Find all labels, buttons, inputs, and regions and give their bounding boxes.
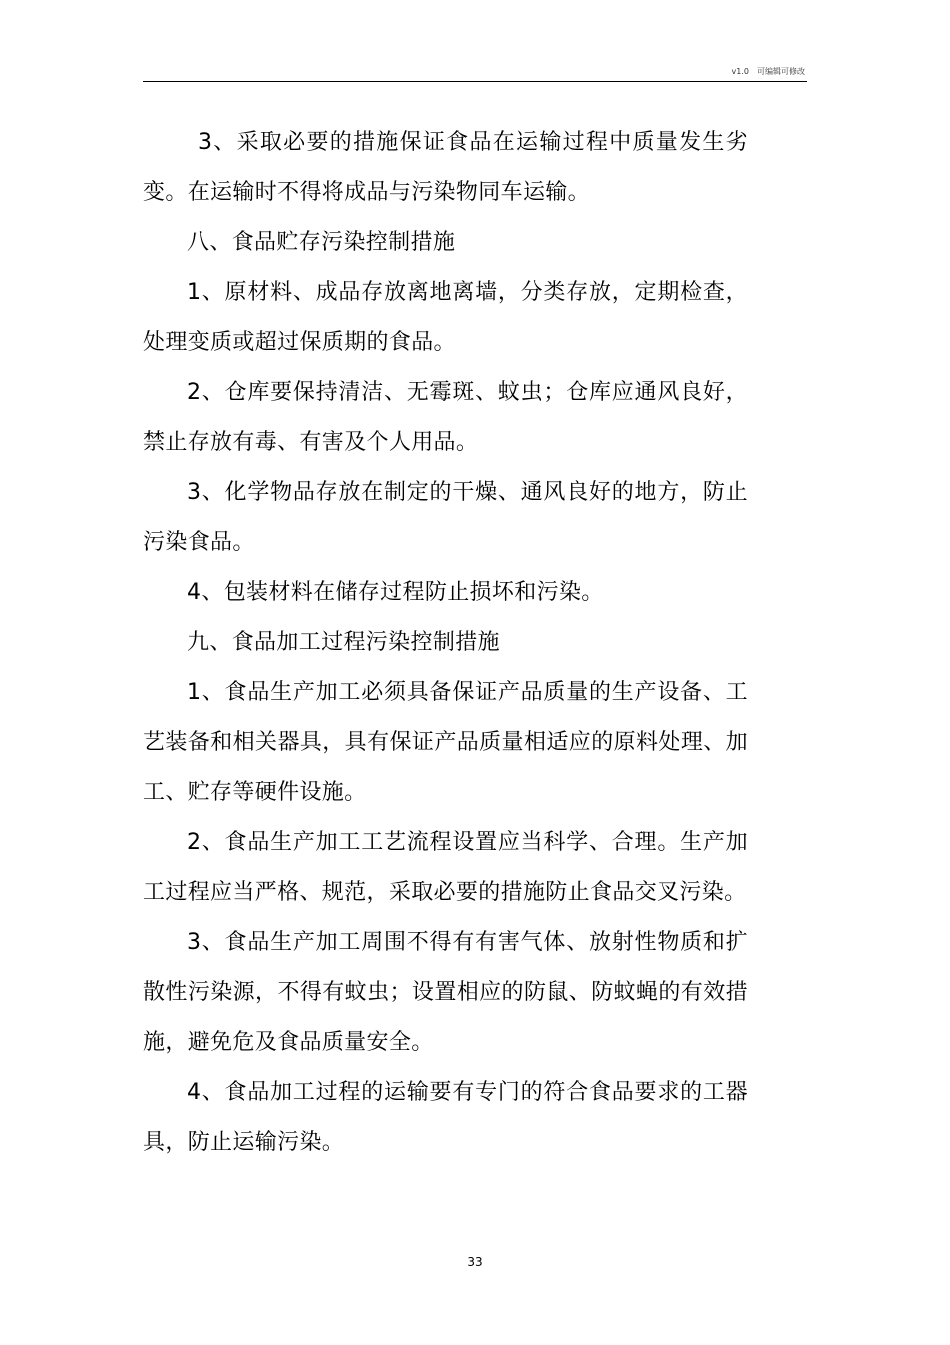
paragraph-processing-1: 1、食品生产加工必须具备保证产品质量的生产设备、工艺装备和相关器具，具有保证产品质量相适应的原料处理、加工、贮存等硬件设施。: [143, 680, 748, 805]
paragraph-processing-3: 3、食品生产加工周围不得有有害气体、放射性物质和扩散性污染源，不得有蚊虫；设置相应的防鼠、防蚊蝇的有效措施，避免危及食品质量安全。: [143, 930, 748, 1055]
paragraph-processing-4: 4、食品加工过程的运输要有专门的符合食品要求的工器具，防止运输污染。: [143, 1080, 748, 1155]
paragraph-storage-2: 2、仓库要保持清洁、无霉斑、蚊虫；仓库应通风良好，禁止存放有毒、有害及个人用品。: [143, 380, 748, 455]
paragraph-storage-3: 3、化学物品存放在制定的干燥、通风良好的地方，防止污染食品。: [143, 480, 748, 555]
header-divider: [143, 81, 807, 82]
header-version-note: v1.0 可编辑可修改: [731, 67, 805, 76]
section-heading-processing: 九、食品加工过程污染控制措施: [187, 630, 500, 655]
paragraph-processing-2: 2、食品生产加工工艺流程设置应当科学、合理。生产加工过程应当严格、规范，采取必要的措施防止食品交叉污染。: [143, 830, 748, 905]
page-number: 33: [467, 1255, 483, 1269]
document-body: [143, 118, 748, 1168]
section-heading-storage: 八、食品贮存污染控制措施: [187, 230, 456, 255]
paragraph-storage-1: 1、原材料、成品存放离地离墙，分类存放，定期检查，处理变质或超过保质期的食品。: [143, 280, 748, 355]
paragraph-transport-3: 3、采取必要的措施保证食品在运输过程中质量发生劣变。在运输时不得将成品与污染物同车运输。: [143, 130, 748, 205]
paragraph-storage-4: 4、包装材料在储存过程防止损坏和污染。: [187, 580, 604, 605]
